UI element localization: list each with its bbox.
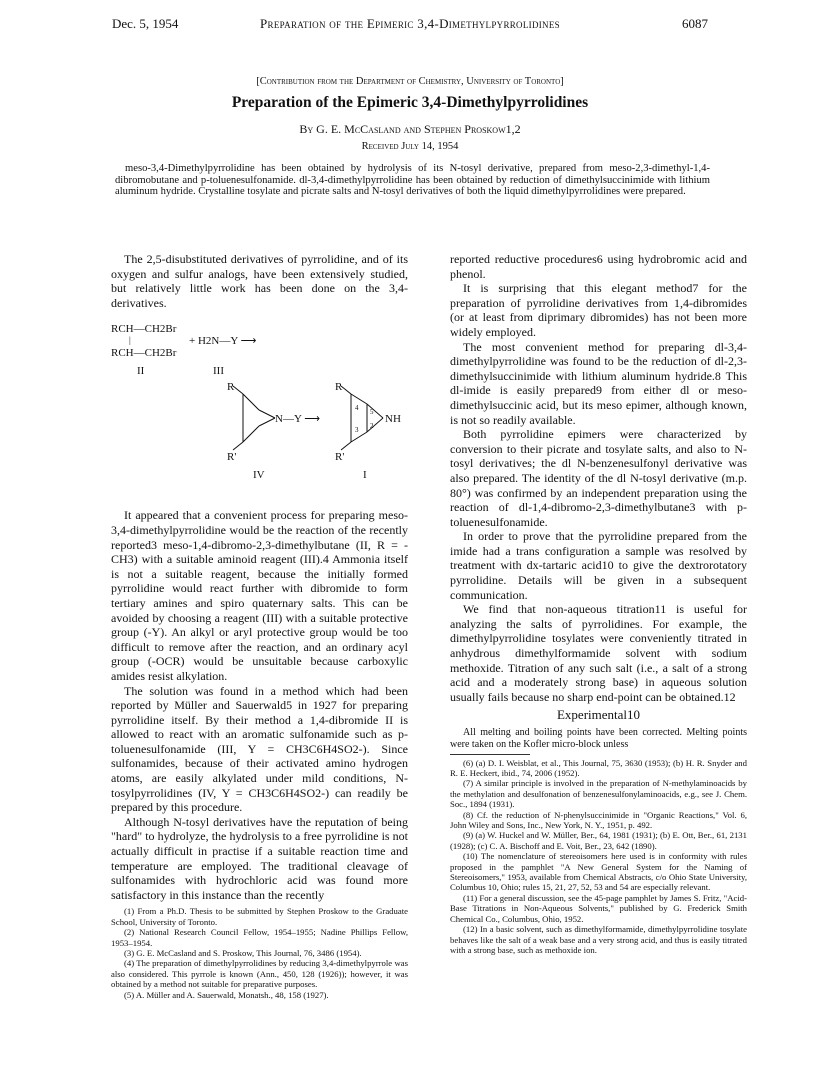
- ring-i-bond: [351, 394, 367, 404]
- footnote: (4) The preparation of dimethylpyrrolidines by reducing 3,4-dimethylpyrrole was also considered. This pyrrole is known (Ann., 450, 128 (1926)); however, it was obtained by a method not suitable for preparative purposes.: [111, 958, 408, 990]
- reaction-scheme-1: [111, 310, 408, 388]
- footnote-divider: [450, 754, 530, 755]
- ring-position-number: 5: [370, 408, 374, 417]
- substituent-bond: [233, 442, 243, 450]
- compound-label-ii: II: [137, 365, 145, 378]
- substituent-r-iv: R: [227, 381, 235, 394]
- footnote: (2) National Research Council Fellow, 1954–1955; Nadine Phillips Fellow, 1953–1954.: [111, 927, 408, 948]
- body-paragraph: In order to prove that the pyrrolidine prepared from the imide had a trans configuration a sample was resolved by treatment with dx-tartaric acid10 to give the dextrorotatory pyrrolidine. Details will be given in a subsequent communication.: [450, 529, 747, 602]
- ring-position-number: 4: [355, 404, 359, 413]
- abstract: meso-3,4-Dimethylpyrrolidine has been obtained by hydrolysis of its N-tosyl derivative, prepared from meso-2,3-dimethyl-1,4-dibromobutane and p-toluenesulfonamide. dl-3,4-dimethylpyrrolidine has been obtained by reduction of dimethylsuccinimide with lithium aluminum hydride. Crystalline tosylate and picrate salts and N-tosyl derivatives of both the liquid dimethylpyrrolidines were prepared.: [115, 163, 710, 198]
- experimental-heading: Experimental10: [556, 707, 641, 723]
- header-date: Dec. 5, 1954: [112, 16, 179, 31]
- footnote: (9) (a) W. Huckel and W. Müller, Ber., 64, 1981 (1931); (b) E. Ott, Ber., 61, 2131 (1928); (c) C. A. Bischoff and E. Voit, Ber., 23, 642 (1890).: [450, 830, 747, 851]
- scheme1-line1: RCH—CH2Br: [111, 323, 177, 336]
- header-page-number: 6087: [682, 16, 708, 31]
- body-paragraph: It appeared that a convenient process for preparing meso-3,4-dimethylpyrrolidine would be the reaction of the recently reported3 meso-1,4-dibromo-2,3-dimethylbutane (II, R = -CH3) with a suitable aminoid reagent (III).4 Ammonia itself is not a suitable reagent, because the initially formed pyrrolidine would react further with dibromide to form tertiary amines and spiro quaternary salts. This can be avoided by choosing a reagent (III) with a suitable protective group (-Y). An alkyl or aryl protective group would be too difficult to remove after the reaction, and an ordinary acyl group (-OCR) would be unsuitable because carboxylic amides resist alkylation.: [111, 508, 408, 683]
- body-paragraph: Although N-tosyl derivatives have the reputation of being "hard" to hydrolyze, the hydrolysis to a free pyrrolidine is not actually difficult in practise if a suitable reaction time and temperature are employed. The traditional cleavage of sulfonamides with hydrochloric acid was found more satisfactory in this instance than the recently: [111, 814, 408, 902]
- body-paragraph: The most convenient method for preparing dl-3,4-dimethylpyrrolidine was found to be the reduction of dl-2,3-dimethylsuccinimide with lithium aluminum hydride.8 This dl-imide is easily prepared9 from either dl or meso-dimethylsuccinic acid, but its meso epimer, although known, is not so readily available.: [450, 339, 747, 427]
- nh-group: NH: [385, 413, 401, 426]
- body-paragraph: Both pyrrolidine epimers were characterized by conversion to their picrate and tosylate salts, and also to N-tosyl derivatives; the dl N-benzenesulfonyl derivative was also prepared. The identity of the dl N-tosyl derivative (m.p. 80°) was confirmed by an independent preparation using the reaction of dl-1,4-dibromo-2,3-dimethylbutane3 with p-toluenesulfonamide.: [450, 427, 747, 529]
- experimental-paragraph: All melting and boiling points have been corrected. Melting points were taken on the Kofler micro-block unless: [450, 727, 747, 750]
- ring-iv-bond: [243, 394, 259, 410]
- footnote: (11) For a general discussion, see the 45-page pamphlet by James S. Fritz, "Acid-Base Titrations in Non-Aqueous Solvents," published by G. Frederick Smith Chemical Co., Columbus, Ohio, 1952.: [450, 892, 747, 924]
- substituent-bond: [341, 442, 351, 450]
- intro-paragraph: The 2,5-disubstituted derivatives of pyrrolidine, and of its oxygen and sulfur analogs, have been extensively studied, but relatively little work has been done on the 3,4-derivatives.: [111, 252, 408, 310]
- body-paragraph: reported reductive procedures6 using hydrobromic acid and phenol.: [450, 252, 747, 281]
- body-paragraph: We find that non-aqueous titration11 is useful for analyzing the salts of pyrrolidines. For example, the dimethylpyrrolidine tosylates were conveniently titrated in anhydrous dimethylformamide solvent with sodium methoxide. Titration of any such salt (i.e., a salt of a strong acid and a moderately strong base) in aqueous solution usually fails because no sharp end-point can be obtained.12: [450, 602, 747, 704]
- ring-position-number: 3: [355, 426, 359, 435]
- right-column: [450, 252, 747, 955]
- scheme1-line2: RCH—CH2Br: [111, 347, 177, 360]
- compound-label-i: I: [363, 469, 367, 482]
- footnote: (6) (a) D. I. Weisblat, et al., This Journal, 75, 3630 (1953); (b) H. R. Snyder and R. E. Heckert, ibid., 74, 2006 (1952).: [450, 757, 747, 778]
- compound-label-iv: IV: [253, 469, 265, 482]
- left-column: [111, 252, 408, 1000]
- right-footnotes: [450, 758, 747, 956]
- footnote: (1) From a Ph.D. Thesis to be submitted by Stephen Proskow to the Graduate School, University of Toronto.: [111, 906, 408, 927]
- left-footnotes: [111, 906, 408, 1000]
- substituent-bond: [341, 386, 351, 394]
- scheme1-reagent: + H2N—Y ⟶: [189, 335, 257, 348]
- footnote: (10) The nomenclature of stereoisomers here used is in conformity with rules proposed in the pamphlet "A New General System for the Naming of Stereoisomers," 1953, available from Chemical Abstracts, c/o Ohio State University, Columbus 10, Ohio; rules 15, 21, 27, 52, 53 and 54 are especially relevant.: [450, 851, 747, 893]
- ring-iv-bond: [243, 426, 259, 442]
- ring-position-number: 2: [370, 422, 374, 431]
- footnote: (8) Cf. the reduction of N-phenylsuccinimide in "Organic Reactions," Vol. 6, John Wiley and Sons, Inc., New York, N. Y., 1951, p. 492.: [450, 809, 747, 831]
- running-header: [112, 16, 708, 34]
- scheme1-bond: |: [129, 335, 131, 346]
- contribution-line: [Contribution from the Department of Chemistry, University of Toronto]: [256, 76, 564, 87]
- ring-iv-bond: [259, 410, 275, 418]
- reaction-scheme-2: [111, 381, 408, 508]
- article-title: Preparation of the Epimeric 3,4-Dimethylpyrrolidines: [231, 94, 589, 111]
- body-paragraph: The solution was found in a method which had been reported by Müller and Sauerwald5 in 1927 for preparing pyrrolidine itself. By their method a 1,4-dibromide II is allowed to react with an aromatic sulfonamide such as p-toluenesulfonamide (III, Y = CH3C6H4SO2-). Since sulfonamides, because of their activated amino hydrogen atoms, are easily alkylated under mild conditions, N-tosylpyrrolidines (IV, Y = CH3C6H4SO2-) can readily be prepared by this procedure.: [111, 683, 408, 815]
- footnote: (3) G. E. McCasland and S. Proskow, This Journal, 76, 3486 (1954).: [124, 948, 362, 959]
- substituent-bond: [233, 386, 243, 394]
- received-date: Received July 14, 1954: [361, 141, 459, 152]
- footnote: (12) In a basic solvent, such as dimethylformamide, dimethylpyrrolidine tosylate behaves like the salt of a weak base and a very strong acid, and thus is easily titrated with a strong base, such as methoxide ion.: [450, 924, 747, 955]
- footnote: (5) A. Müller and A. Sauerwald, Monatsh., 48, 158 (1927).: [124, 989, 329, 1000]
- article-authors: By G. E. McCasland and Stephen Proskow1,2: [299, 122, 521, 136]
- body-paragraph: It is surprising that this elegant method7 for the preparation of pyrrolidine derivatives from 1,4-dibromides (or at least from diprimary dibromides) has not been more widely employed.: [450, 281, 747, 339]
- compound-label-iii: III: [213, 365, 224, 378]
- ring-i-bond: [351, 432, 367, 442]
- header-running-title: Preparation of the Epimeric 3,4-Dimethylpyrrolidines: [260, 16, 560, 31]
- ring-iv-bond: [259, 418, 275, 426]
- substituent-r-prime-i: R': [335, 451, 345, 464]
- footnote: (7) A similar principle is involved in the preparation of N-methylaminoacids by the methylation and desulfonation of benzenesulfonylaminoacids, e.g., see J. Chem. Soc., 1894 (1931).: [450, 778, 747, 810]
- pyrrolidine-structures: [111, 380, 408, 500]
- substituent-r-i: R: [335, 381, 343, 394]
- n-y-arrow: N—Y ⟶: [275, 413, 320, 426]
- substituent-r-prime-iv: R': [227, 451, 237, 464]
